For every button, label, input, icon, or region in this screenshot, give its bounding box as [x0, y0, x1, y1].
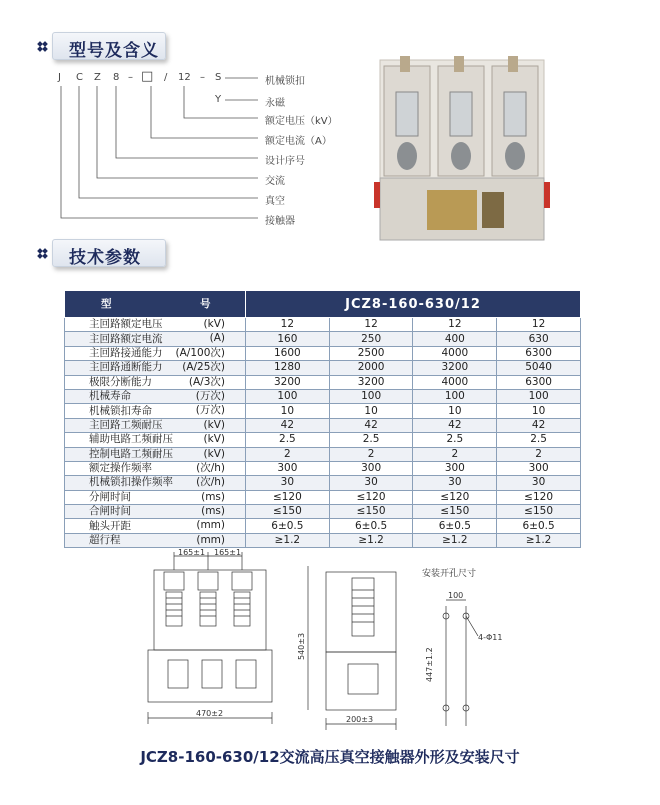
value-cell: 630 — [497, 332, 581, 346]
value-cell: 10 — [497, 404, 581, 418]
table-row — [65, 433, 581, 447]
header-model-cell: 型 号 — [65, 291, 246, 318]
table-row — [65, 461, 581, 475]
section-title-model: 型号及含义 — [69, 41, 159, 61]
param-name-cell: 极限分断能力 (A/3次) — [65, 375, 246, 389]
spec-table — [64, 290, 581, 548]
value-cell: 2.5 — [413, 433, 497, 447]
table-row — [65, 346, 581, 360]
value-cell: 2.5 — [497, 433, 581, 447]
model-code-leader-lines — [0, 0, 300, 230]
value-cell: 30 — [413, 476, 497, 490]
value-cell: 300 — [329, 461, 413, 475]
value-cell: 30 — [497, 476, 581, 490]
dim-165-a: 165±1 — [178, 548, 206, 557]
value-cell: 12 — [413, 318, 497, 332]
table-row — [65, 447, 581, 461]
value-cell: ≤150 — [497, 505, 581, 519]
code-char-y: Y — [215, 94, 222, 105]
section-header-spec — [38, 235, 170, 271]
value-cell: 6±0.5 — [497, 519, 581, 533]
param-name-cell: 辅助电路工频耐压 (kV) — [65, 433, 246, 447]
value-cell: 42 — [497, 418, 581, 432]
table-row — [65, 318, 581, 332]
product-photo — [372, 52, 552, 252]
value-cell: 3200 — [413, 361, 497, 375]
code-char: J — [58, 72, 61, 83]
table-row — [65, 375, 581, 389]
value-cell: 12 — [329, 318, 413, 332]
value-cell: 100 — [497, 389, 581, 403]
code-char: – — [128, 72, 133, 83]
table-row — [65, 418, 581, 432]
side-view-drawing — [297, 560, 412, 738]
value-cell: ≤120 — [246, 490, 330, 504]
value-cell: ≥1.2 — [413, 533, 497, 547]
value-cell: 42 — [329, 418, 413, 432]
param-name-cell: 分闸时间 (ms) — [65, 490, 246, 504]
value-cell: 6300 — [497, 346, 581, 360]
table-header-row — [65, 291, 581, 318]
table-row — [65, 490, 581, 504]
table-row — [65, 476, 581, 490]
value-cell: 2000 — [329, 361, 413, 375]
value-cell: 30 — [246, 476, 330, 490]
param-name-cell: 主回路接通能力 (A/100次) — [65, 346, 246, 360]
code-char: □ — [141, 69, 154, 84]
param-name-cell: 机械锁扣操作频率 (次/h) — [65, 476, 246, 490]
code-char: – — [200, 72, 205, 83]
value-cell: 12 — [246, 318, 330, 332]
value-cell: 2 — [329, 447, 413, 461]
value-cell: 250 — [329, 332, 413, 346]
value-cell: 4000 — [413, 375, 497, 389]
value-cell: 2.5 — [246, 433, 330, 447]
value-cell: 2 — [497, 447, 581, 461]
code-char: S — [215, 72, 222, 83]
value-cell: 6±0.5 — [246, 519, 330, 533]
header-model-name: JCZ8-160-630/12 — [246, 291, 581, 318]
legend-item: 交流 — [265, 176, 285, 187]
value-cell: 160 — [246, 332, 330, 346]
value-cell: 300 — [246, 461, 330, 475]
value-cell: ≤150 — [413, 505, 497, 519]
table-row — [65, 389, 581, 403]
param-name-cell: 机械寿命 (万次) — [65, 389, 246, 403]
value-cell: ≤120 — [329, 490, 413, 504]
value-cell: ≤150 — [246, 505, 330, 519]
legend-item: 永磁 — [265, 98, 285, 109]
table-row — [65, 519, 581, 533]
value-cell: ≥1.2 — [246, 533, 330, 547]
value-cell: 42 — [413, 418, 497, 432]
code-char: C — [76, 72, 83, 83]
table-row — [65, 404, 581, 418]
value-cell: 400 — [413, 332, 497, 346]
param-name-cell: 控制电路工频耐压 (kV) — [65, 447, 246, 461]
dim-100: 100 — [448, 591, 464, 600]
value-cell: 300 — [413, 461, 497, 475]
param-name-cell: 主回路通断能力 (A/25次) — [65, 361, 246, 375]
value-cell: 100 — [246, 389, 330, 403]
value-cell: 3200 — [329, 375, 413, 389]
section-title-spec: 技术参数 — [69, 248, 141, 268]
value-cell: 2.5 — [329, 433, 413, 447]
code-char: / — [164, 72, 168, 83]
value-cell: 1600 — [246, 346, 330, 360]
value-cell: 100 — [413, 389, 497, 403]
value-cell: 5040 — [497, 361, 581, 375]
value-cell: ≤120 — [413, 490, 497, 504]
dim-165-b: 165±1 — [214, 548, 242, 557]
param-name-cell: 主回路工频耐压 (kV) — [65, 418, 246, 432]
dim-200: 200±3 — [346, 715, 374, 724]
legend-item: 额定电压（kV） — [265, 116, 338, 127]
param-name-cell: 额定操作频率 (次/h) — [65, 461, 246, 475]
legend-item: 额定电流（A） — [265, 136, 332, 147]
param-name-cell: 主回路额定电压 (kV) — [65, 318, 246, 332]
value-cell: 2 — [246, 447, 330, 461]
dim-447: 447±1.2 — [425, 647, 434, 682]
value-cell: 3200 — [246, 375, 330, 389]
param-name-cell: 主回路额定电流 (A) — [65, 332, 246, 346]
value-cell: ≥1.2 — [329, 533, 413, 547]
value-cell: 4000 — [413, 346, 497, 360]
legend-item: 真空 — [265, 196, 285, 207]
legend-item: 接触器 — [265, 216, 295, 227]
table-row — [65, 505, 581, 519]
param-name-cell: 超行程 (mm) — [65, 533, 246, 547]
table-row — [65, 533, 581, 547]
code-char: Z — [94, 72, 101, 83]
value-cell: 10 — [413, 404, 497, 418]
param-name-cell: 合闸时间 (ms) — [65, 505, 246, 519]
mount-title: 安装开孔尺寸 — [422, 569, 477, 579]
value-cell: 2500 — [329, 346, 413, 360]
value-cell: 10 — [246, 404, 330, 418]
value-cell: 30 — [329, 476, 413, 490]
dim-470: 470±2 — [196, 709, 224, 718]
value-cell: 2 — [413, 447, 497, 461]
code-char: 12 — [178, 72, 191, 83]
legend-item: 机械锁扣 — [265, 76, 305, 87]
value-cell: 42 — [246, 418, 330, 432]
value-cell: 6±0.5 — [413, 519, 497, 533]
diamond-dots-icon — [38, 249, 48, 259]
code-char: 8 — [113, 72, 120, 83]
value-cell: 300 — [497, 461, 581, 475]
value-cell: ≤150 — [329, 505, 413, 519]
dim-holes: 4-Φ11 — [478, 633, 503, 642]
param-name-cell: 机械锁扣寿命 (万次) — [65, 404, 246, 418]
value-cell: 12 — [497, 318, 581, 332]
value-cell: 6±0.5 — [329, 519, 413, 533]
param-name-cell: 触头开距 (mm) — [65, 519, 246, 533]
value-cell: 1280 — [246, 361, 330, 375]
table-row — [65, 332, 581, 346]
mounting-hole-drawing — [420, 566, 506, 736]
value-cell: ≥1.2 — [497, 533, 581, 547]
value-cell: 10 — [329, 404, 413, 418]
value-cell: ≤120 — [497, 490, 581, 504]
value-cell: 100 — [329, 389, 413, 403]
value-cell: 6300 — [497, 375, 581, 389]
table-row — [65, 361, 581, 375]
figure-caption: JCZ8-160-630/12交流高压真空接触器外形及安装尺寸 — [140, 748, 520, 766]
front-view-drawing — [138, 548, 288, 736]
dim-540: 540±3 — [297, 632, 306, 660]
legend-item: 设计序号 — [265, 156, 305, 167]
